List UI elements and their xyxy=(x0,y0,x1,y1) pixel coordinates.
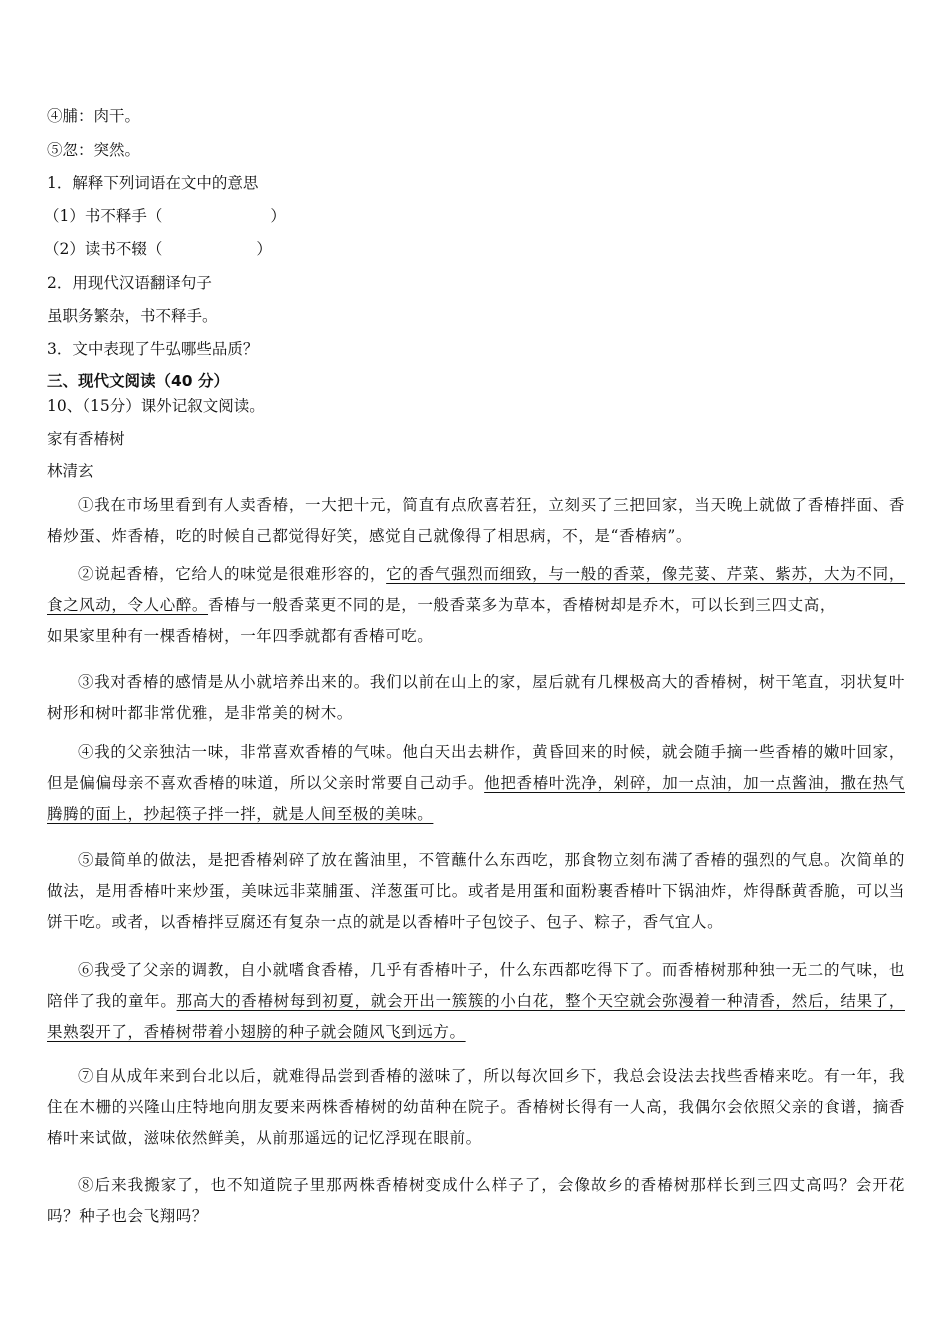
paragraph-2-text-2: 香椿与一般香菜更不同的是，一般香菜多为草本，香椿树却是乔木，可以长到三四丈高， xyxy=(208,596,836,614)
question-2: 2．用现代汉语翻译句子 xyxy=(47,274,212,292)
paragraph-4 xyxy=(47,737,905,830)
paragraph-2-underlined: 它的香气强烈而细致，与一般的香菜，像芫荽、芹菜、紫苏，大为不同，食之风动，令人心醉。 xyxy=(47,565,905,614)
note-5: ⑤忽：突然。 xyxy=(47,141,141,159)
paragraph-1: ①我在市场里看到有人卖香椿，一大把十元，简直有点欣喜若狂，立刻买了三把回家，当天晚上就做了香椿拌面、香椿炒蛋、炸香椿，吃的时候自己都觉得好笑，感觉自己就像得了相思病，不，是“香椿病”。 xyxy=(47,496,905,545)
paragraph-2-text: ②说起香椿，它给人的味觉是很难形容的， xyxy=(78,565,387,583)
paragraph-3: ③我对香椿的感情是从小就培养出来的。我们以前在山上的家，屋后就有几棵极高大的香椿树，树干笔直，羽状复叶树形和树叶都非常优雅，是非常美的树木。 xyxy=(47,673,905,722)
question-1-item-1-suffix: ） xyxy=(270,207,286,225)
section-heading: 三、现代文阅读（40 分） xyxy=(47,372,229,390)
question-2-sentence: 虽职务繁杂，书不释手。 xyxy=(47,307,218,325)
question-1-item-2 xyxy=(44,239,272,259)
question-1-item-2-suffix: ） xyxy=(256,240,272,258)
paragraph-6-text: ⑥我受了父亲的调教，自小就嗜食香椿，几乎有香椿叶子，什么东西都吃得下了。而香椿树那种独一无二的气味，也陪伴了我的童年。 xyxy=(47,961,905,1010)
question-3: 3．文中表现了牛弘哪些品质？ xyxy=(47,340,259,358)
paragraph-6-underlined: 那高大的香椿树每到初夏，就会开出一簇簇的小白花，整个天空就会弥漫着一种清香，然后，结果了，果熟裂开了，香椿树带着小翅膀的种子就会随风飞到远方。 xyxy=(47,992,905,1041)
question-1-item-1 xyxy=(44,206,286,226)
reading-task: 10、（15分）课外记叙文阅读。 xyxy=(47,397,265,415)
paragraph-5: ⑤最简单的做法，是把香椿剁碎了放在酱油里，不管蘸什么东西吃，那食物立刻布满了香椿的强烈的气息。次简单的做法，是用香椿叶来炒蛋，美味远非菜脯蛋、洋葱蛋可比。或者是用蛋和面粉裹香椿叶下锅油炸，炸得酥黄香脆，可以当饼干吃。或者，以香椿拌豆腐还有复杂一点的就是以香椿叶子包饺子、包子、粽子，香气宜人。 xyxy=(47,851,905,931)
question-1-item-1-prefix: （1）书不释手（ xyxy=(44,207,163,225)
article-author: 林清玄 xyxy=(47,462,94,480)
paragraph-4-underlined: 他把香椿叶洗净，剁碎，加一点油，加一点酱油，撒在热气腾腾的面上，抄起筷子拌一拌，就是人间至极的美味。 xyxy=(47,774,905,823)
question-1: 1．解释下列词语在文中的意思 xyxy=(47,174,259,192)
article-title: 家有香椿树 xyxy=(47,430,125,448)
note-4: ④脯：肉干。 xyxy=(47,107,141,125)
paragraph-2-text-3: 如果家里种有一棵香椿树，一年四季就都有香椿可吃。 xyxy=(47,627,434,645)
paragraph-4-text: ④我的父亲独沽一味，非常喜欢香椿的气味。他白天出去耕作，黄昏回来的时候，就会随手摘一些香椿的嫩叶回家，但是偏偏母亲不喜欢香椿的味道，所以父亲时常要自己动手。 xyxy=(47,743,905,792)
question-1-item-2-prefix: （2）读书不辍（ xyxy=(44,240,163,258)
paragraph-7: ⑦自从成年来到台北以后，就难得品尝到香椿的滋味了，所以每次回乡下，我总会设法去找些香椿来吃。有一年，我住在木栅的兴隆山庄特地向朋友要来两株香椿树的幼苗种在院子。香椿树长得有一人高，我偶尔会依照父亲的食谱，摘香椿叶来试做，滋味依然鲜美，从前那遥远的记忆浮现在眼前。 xyxy=(47,1067,905,1147)
paragraph-8: ⑧后来我搬家了，也不知道院子里那两株香椿树变成什么样子了，会像故乡的香椿树那样长到三四丈高吗？会开花吗？种子也会飞翔吗？ xyxy=(47,1176,905,1225)
paragraph-2 xyxy=(47,559,905,652)
paragraph-6 xyxy=(47,955,905,1048)
